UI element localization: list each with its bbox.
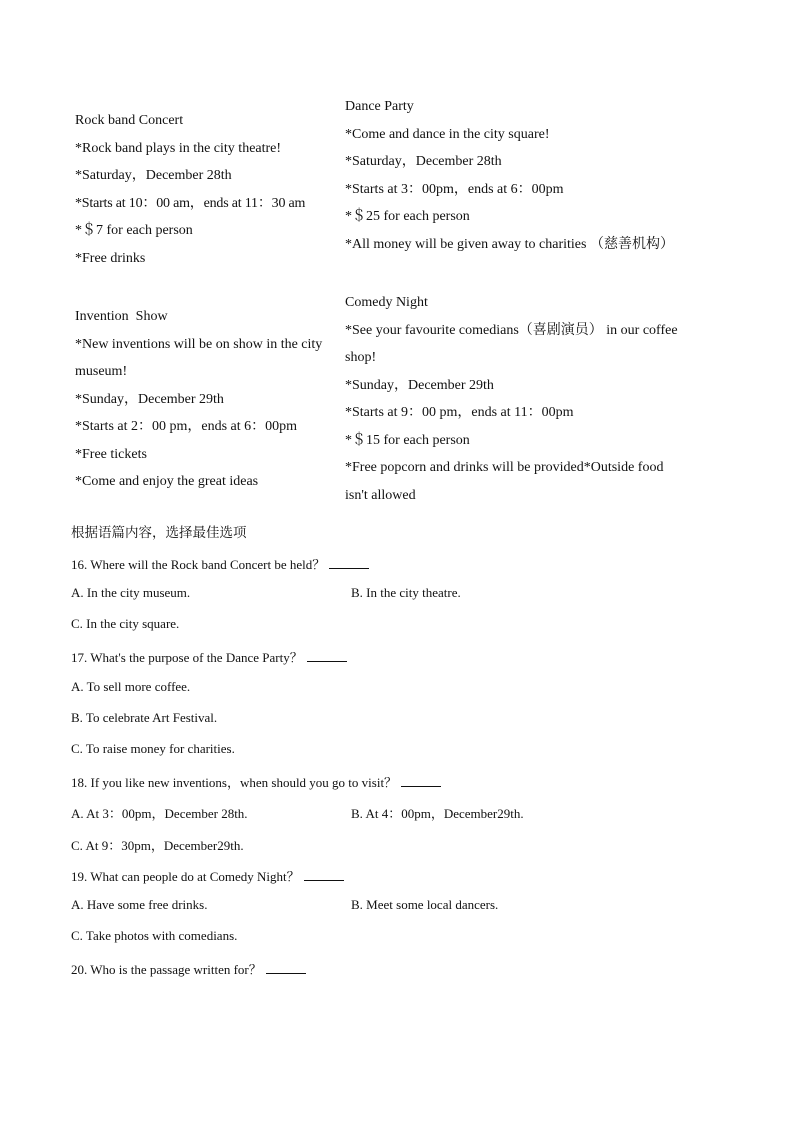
option-19-a[interactable]: A. Have some free drinks. — [71, 897, 208, 912]
notice-line: *Come and enjoy the great ideas — [75, 474, 259, 489]
option-18-c[interactable]: C. At 9：30pm，December29th. — [71, 838, 244, 853]
option-17-b[interactable]: B. To celebrate Art Festival. — [71, 710, 218, 725]
answer-blank[interactable] — [329, 557, 369, 569]
option-17-a[interactable]: A. To sell more coffee. — [71, 679, 191, 694]
option-18-b[interactable]: B. At 4：00pm，December29th. — [351, 806, 524, 821]
notice-line: *Free tickets — [75, 446, 147, 462]
notice-title: Invention Show — [75, 309, 168, 324]
question-16 — [71, 554, 369, 573]
answer-blank[interactable] — [304, 869, 344, 881]
notice-title: Dance Party — [345, 99, 414, 114]
option-19-b[interactable]: B. Meet some local dancers. — [351, 897, 499, 912]
notice-title: Rock band Concert — [75, 113, 184, 128]
notice-line: *Sunday，December 29th — [345, 377, 494, 393]
notice-line: *See your favourite comedians（喜剧演员） in our coffee shop! — [345, 322, 678, 365]
question-stem: 19. What can people do at Comedy Night？ — [71, 869, 300, 884]
option-17-c[interactable]: C. To raise money for charities. — [71, 741, 235, 756]
notice-line: *New inventions will be on show in the city museum! — [75, 336, 323, 379]
option-18-a[interactable]: A. At 3：00pm，December 28th. — [71, 806, 248, 821]
notice-title: Comedy Night — [345, 295, 428, 310]
notice-line: *＄25 for each person — [345, 209, 470, 224]
question-stem: 20. Who is the passage written for？ — [71, 962, 262, 977]
answer-blank[interactable] — [266, 962, 306, 974]
option-16-c[interactable]: C. In the city square. — [71, 616, 180, 631]
notice-line: *Starts at 9：00 pm，ends at 11：00pm — [345, 405, 574, 420]
question-stem: 17. What's the purpose of the Dance Party？ — [71, 650, 303, 665]
notice-dance-party — [345, 93, 680, 258]
notice-line: *All money will be given away to charities （慈善机构） — [345, 236, 674, 252]
notice-line: *Rock band plays in the city theatre! — [75, 140, 282, 156]
notice-line: *Free drinks — [75, 250, 146, 266]
option-19-c[interactable]: C. Take photos with comedians. — [71, 928, 238, 943]
option-16-b[interactable]: B. In the city theatre. — [351, 585, 461, 600]
answer-blank[interactable] — [307, 650, 347, 662]
option-16-a[interactable]: A. In the city museum. — [71, 585, 191, 600]
notice-line: *Saturday，December 28th — [75, 168, 232, 183]
notice-comedy-night — [345, 289, 680, 509]
notice-invention-show — [75, 303, 337, 496]
question-stem: 16. Where will the Rock band Concert be held？ — [71, 557, 326, 572]
question-18 — [71, 772, 441, 791]
notice-line: *Saturday，December 28th — [345, 154, 502, 169]
notice-line: *Starts at 3：00pm，ends at 6：00pm — [345, 181, 564, 197]
notice-line: *Sunday，December 29th — [75, 391, 224, 407]
section-instruction: 根据语篇内容，选择最佳选项 — [71, 525, 247, 541]
question-20 — [71, 959, 306, 978]
answer-blank[interactable] — [401, 775, 441, 787]
notice-line: *Come and dance in the city square! — [345, 126, 550, 142]
notice-line: *Starts at 10：00 am，ends at 11：30 am — [75, 195, 306, 211]
question-17 — [71, 647, 347, 666]
question-19 — [71, 866, 344, 885]
notice-line: *＄15 for each person — [345, 432, 470, 448]
notice-rock-concert — [75, 107, 345, 272]
question-stem: 18. If you like new inventions，when should you go to visit？ — [71, 775, 398, 790]
notice-line: *＄7 for each person — [75, 223, 193, 238]
notice-line: *Starts at 2：00 pm，ends at 6：00pm — [75, 419, 298, 434]
notice-line: *Free popcorn and drinks will be provided*Outside food isn't allowed — [345, 460, 664, 503]
